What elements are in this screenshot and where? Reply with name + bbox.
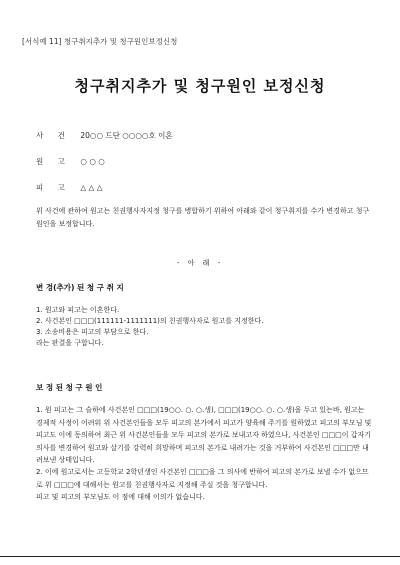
plaintiff-field: [36, 156, 105, 167]
list-item: 3. 소송비용은 피고의 부담으로 한다.: [36, 328, 149, 336]
defendant-value: △ △ △: [80, 183, 103, 192]
intro-paragraph: 위 사건에 관하여 원고는 친권행사자지정 청구를 병합하기 위하여 아래와 같이 청구취지를 수가 변경하고 청구원인을 보정합니다.: [36, 207, 370, 228]
cause-paragraph-2: 2. 이에 원고로서는 고등학교 2학년생인 사건본인 □□□을 그 의사에 반하여 피고의 본가로 보낼 수가 없으므로 위 □□□에 대해서는 원고를 친권행사자로 지정해 주실 것을 청구합니다.: [36, 468, 369, 489]
cause-paragraph-1: 1. 원 피고는 그 슬하에 사건본인 □□□(19○○. ○. ○.생), □□□(19○○. ○. ○.생)을 두고 있는바, 원고는 경제적 사정이 어려워 위 사건본인들을 모두 피고의 본가에서 피고가 양육해 주기를 원하였고 피고의 부모님 및 피고도 이에 동의하여 최근 위 사건본인들을 모두 피고의 본가로 보내고자 하였으나, 사건본인 □□□이 갑자기 의사를 변경하여 원고와 살기를 강력히 희망하며 피고의 본가로 내려가는 것을 거부하여 사건본인 □□□만 내려보낸 상태입니다.: [36, 406, 372, 464]
cause-section-heading: 보 정 된 청 구 원 인: [36, 383, 103, 392]
defendant-field: [36, 182, 102, 193]
defendant-label: 피 고: [36, 183, 71, 192]
document-title: 청구취지추가 및 청구원인 보정신청: [74, 77, 326, 95]
case-value: 20○○ 드단 ○○○○호 이혼: [80, 131, 173, 140]
plaintiff-label: 원 고: [36, 157, 71, 166]
cause-paragraph-3: 피고 및 피고의 부모님도 이 점에 대해 이의가 없습니다.: [36, 493, 205, 501]
claim-list: [36, 305, 372, 349]
page-bottom-divider: [0, 556, 400, 557]
claim-section-heading: 변 경(추가) 된 청 구 취 지: [36, 283, 124, 292]
list-item: 라는 판결을 구합니다.: [36, 339, 104, 347]
case-field: [36, 130, 173, 141]
list-item: 2. 사건본인 □□□(111111-1111111)의 친권행사자로 원고를 지정한다.: [36, 317, 264, 325]
list-item: 1. 원고와 피고는 이혼한다.: [36, 306, 120, 314]
plaintiff-value: ○ ○ ○: [80, 157, 105, 166]
form-label: [서식예 11] 청구취지추가 및 청구원인보정신청: [22, 37, 178, 46]
case-label: 사 건: [36, 131, 71, 140]
center-label: - 아 래 -: [176, 259, 224, 267]
